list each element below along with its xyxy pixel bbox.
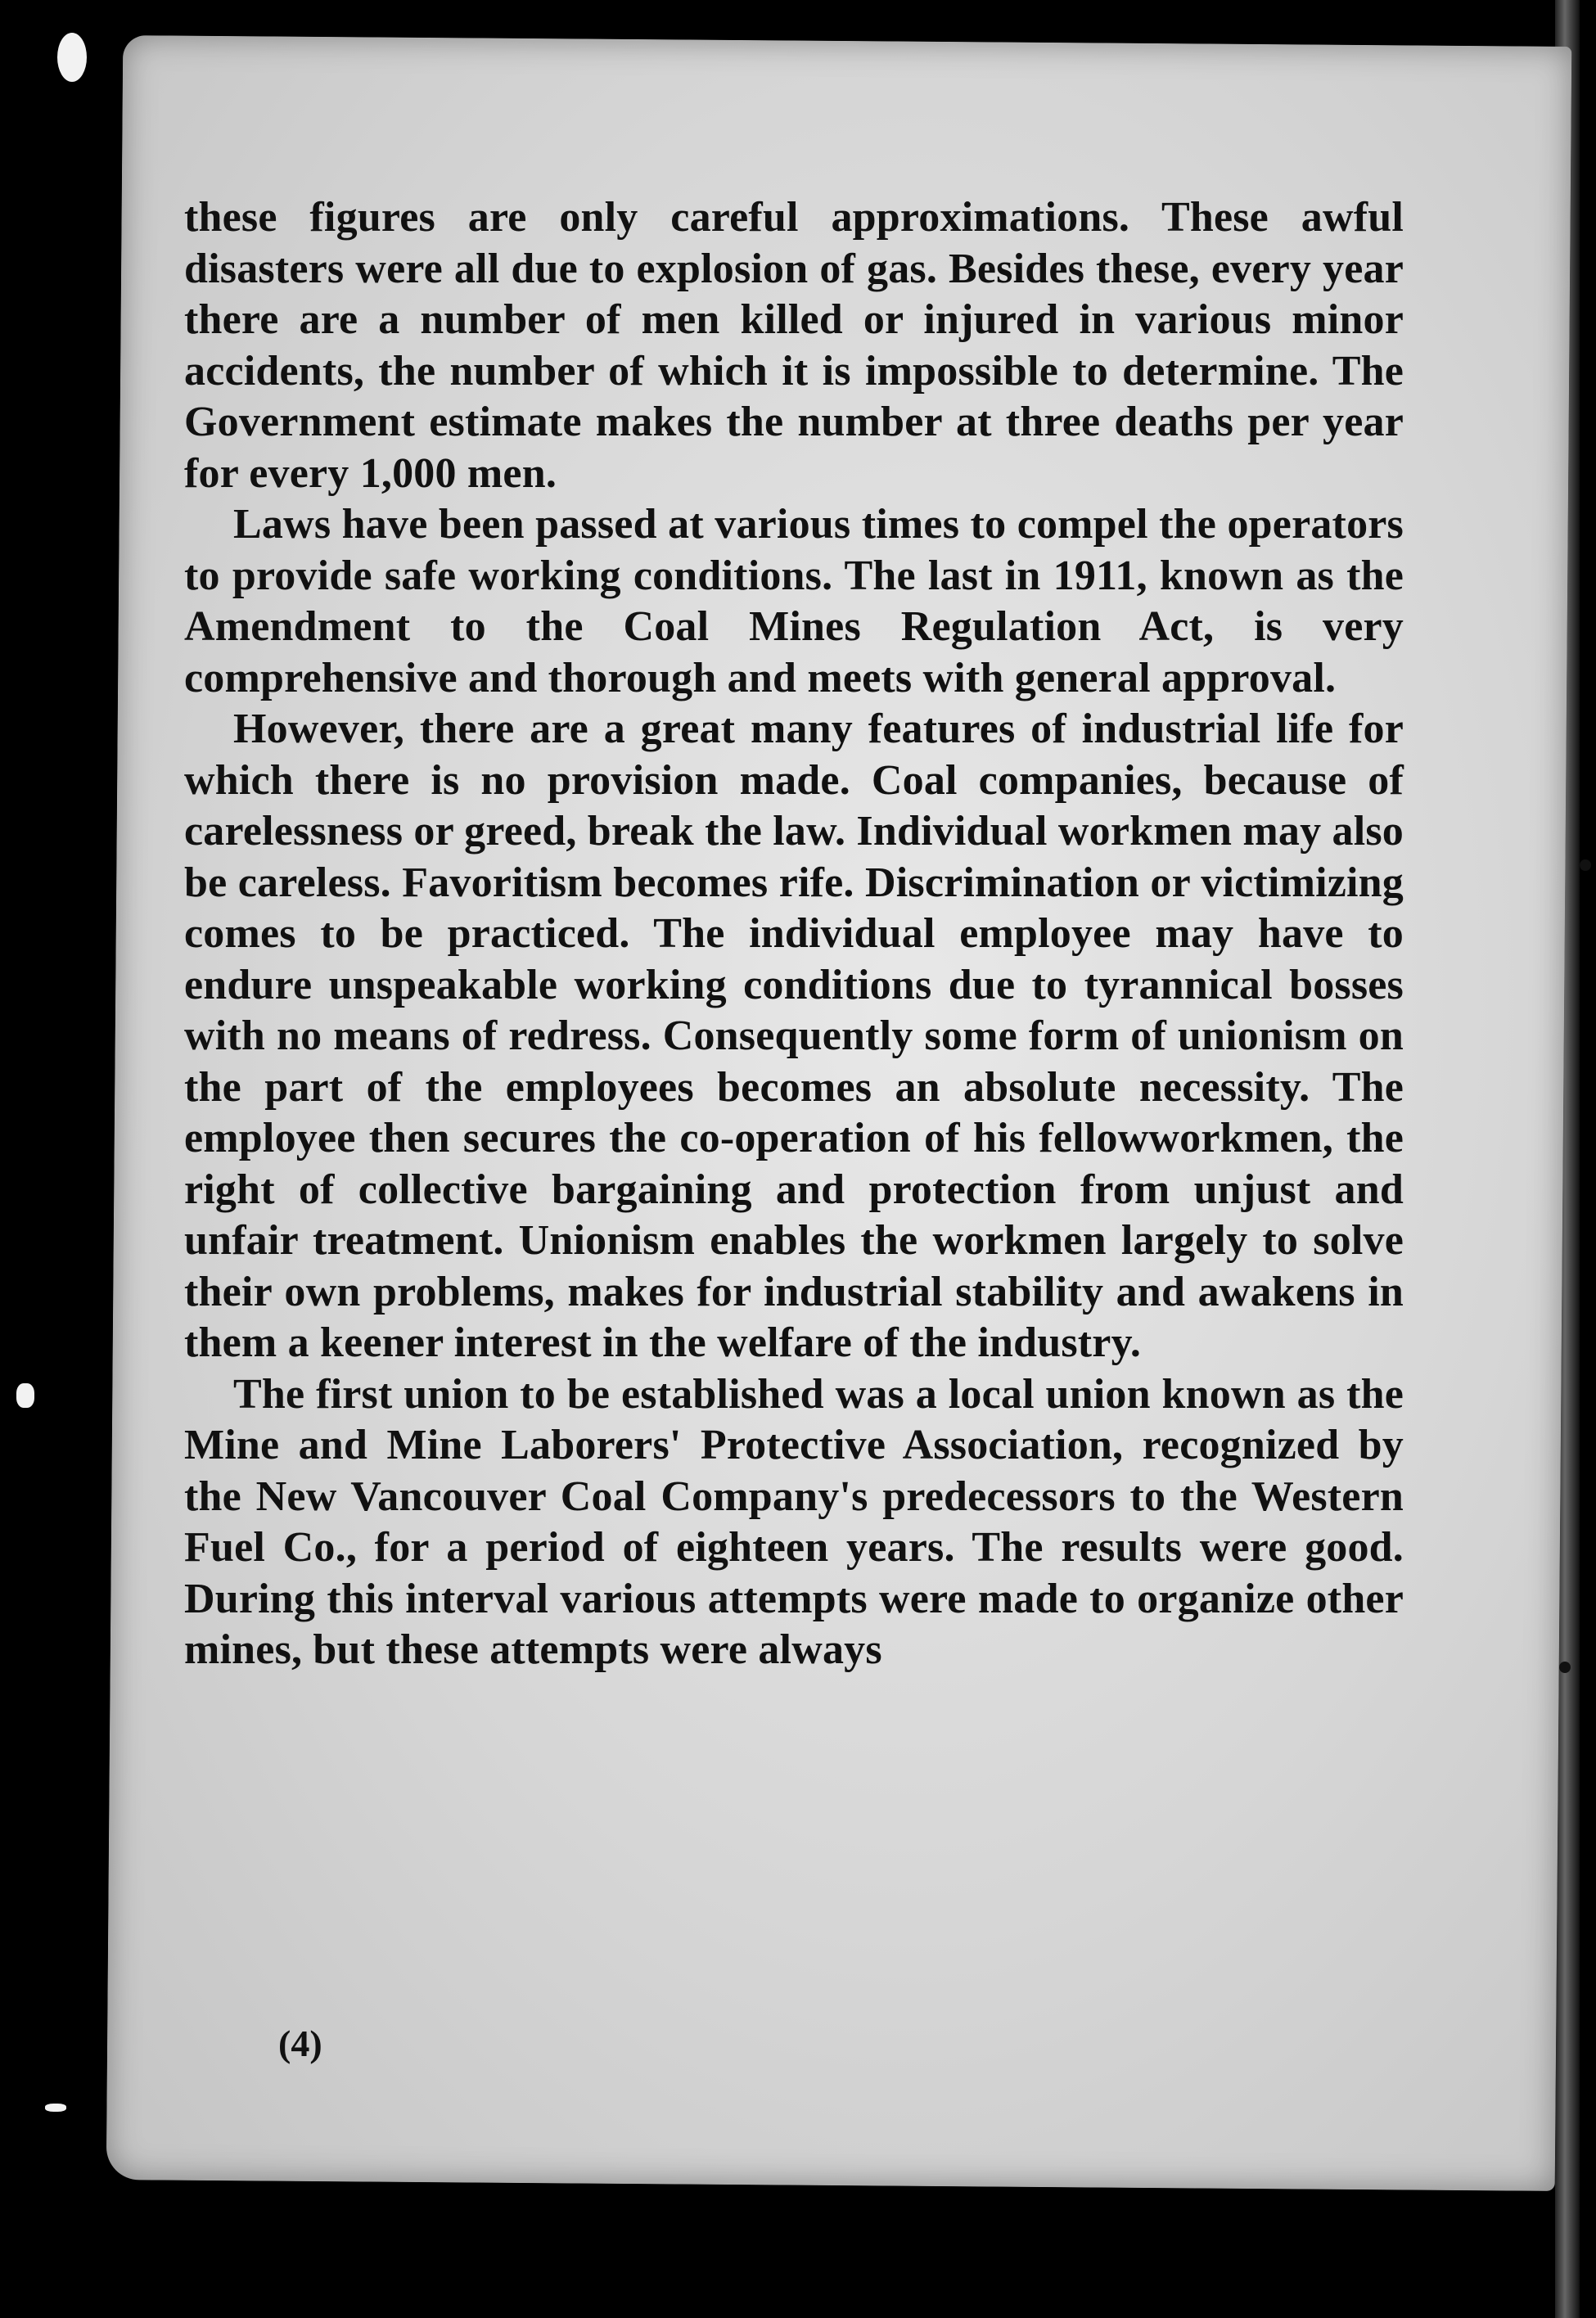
paragraph: Laws have been passed at various times to compel the operators to provide safe working conditions. The last in 1911, known as the Amendment to the Coal Mines Regulation Act, is very comprehensive and thorough and meets with general approval. bbox=[184, 501, 1404, 701]
body-text bbox=[184, 192, 1404, 1676]
paragraph: these figures are only careful approximations. These awful disasters were all due to explosion of gas. Besides these, every year there are a number of men killed or injured in various minor accidents, the number of which it is impossible to determine. The Government estimate makes the number at three deaths per year for every 1,000 men. bbox=[184, 194, 1404, 497]
page-number: (4) bbox=[278, 2023, 322, 2064]
paragraph: The first union to be established was a local union known as the Mine and Mine Laborers' Protective Association, recognized by the New Vancouver Coal Company's predecessors to the Western Fuel Co., for a period of eighteen years. The results were good. During this interval various attempts were made to organize other mines, but these attempts were always bbox=[184, 1370, 1404, 1673]
paper-speck bbox=[16, 1383, 34, 1408]
edge-mark bbox=[1580, 859, 1591, 871]
paper-speck bbox=[57, 33, 87, 82]
edge-mark bbox=[1559, 1662, 1571, 1673]
paper-speck bbox=[45, 2104, 66, 2112]
paragraph: However, there are a great many features of industrial life for which there is no provision made. Coal companies, because of carelessness or greed, break the law. Individual workmen may also be careless. Favoritism becomes rife. Discrimination or victimizing comes to be practiced. The individual employee may have to endure unspeakable working conditions due to tyrannical bosses with no means of redress. Consequently some form of unionism on the part of the employees becomes an absolute necessity. The employee then secures the co-operation of his fellowworkmen, the right of collective bargaining and protection from unjust and unfair treatment. Unionism enables the workmen largely to solve their own problems, makes for industrial stability and awakens in them a keener interest in the welfare of the industry. bbox=[184, 706, 1404, 1366]
